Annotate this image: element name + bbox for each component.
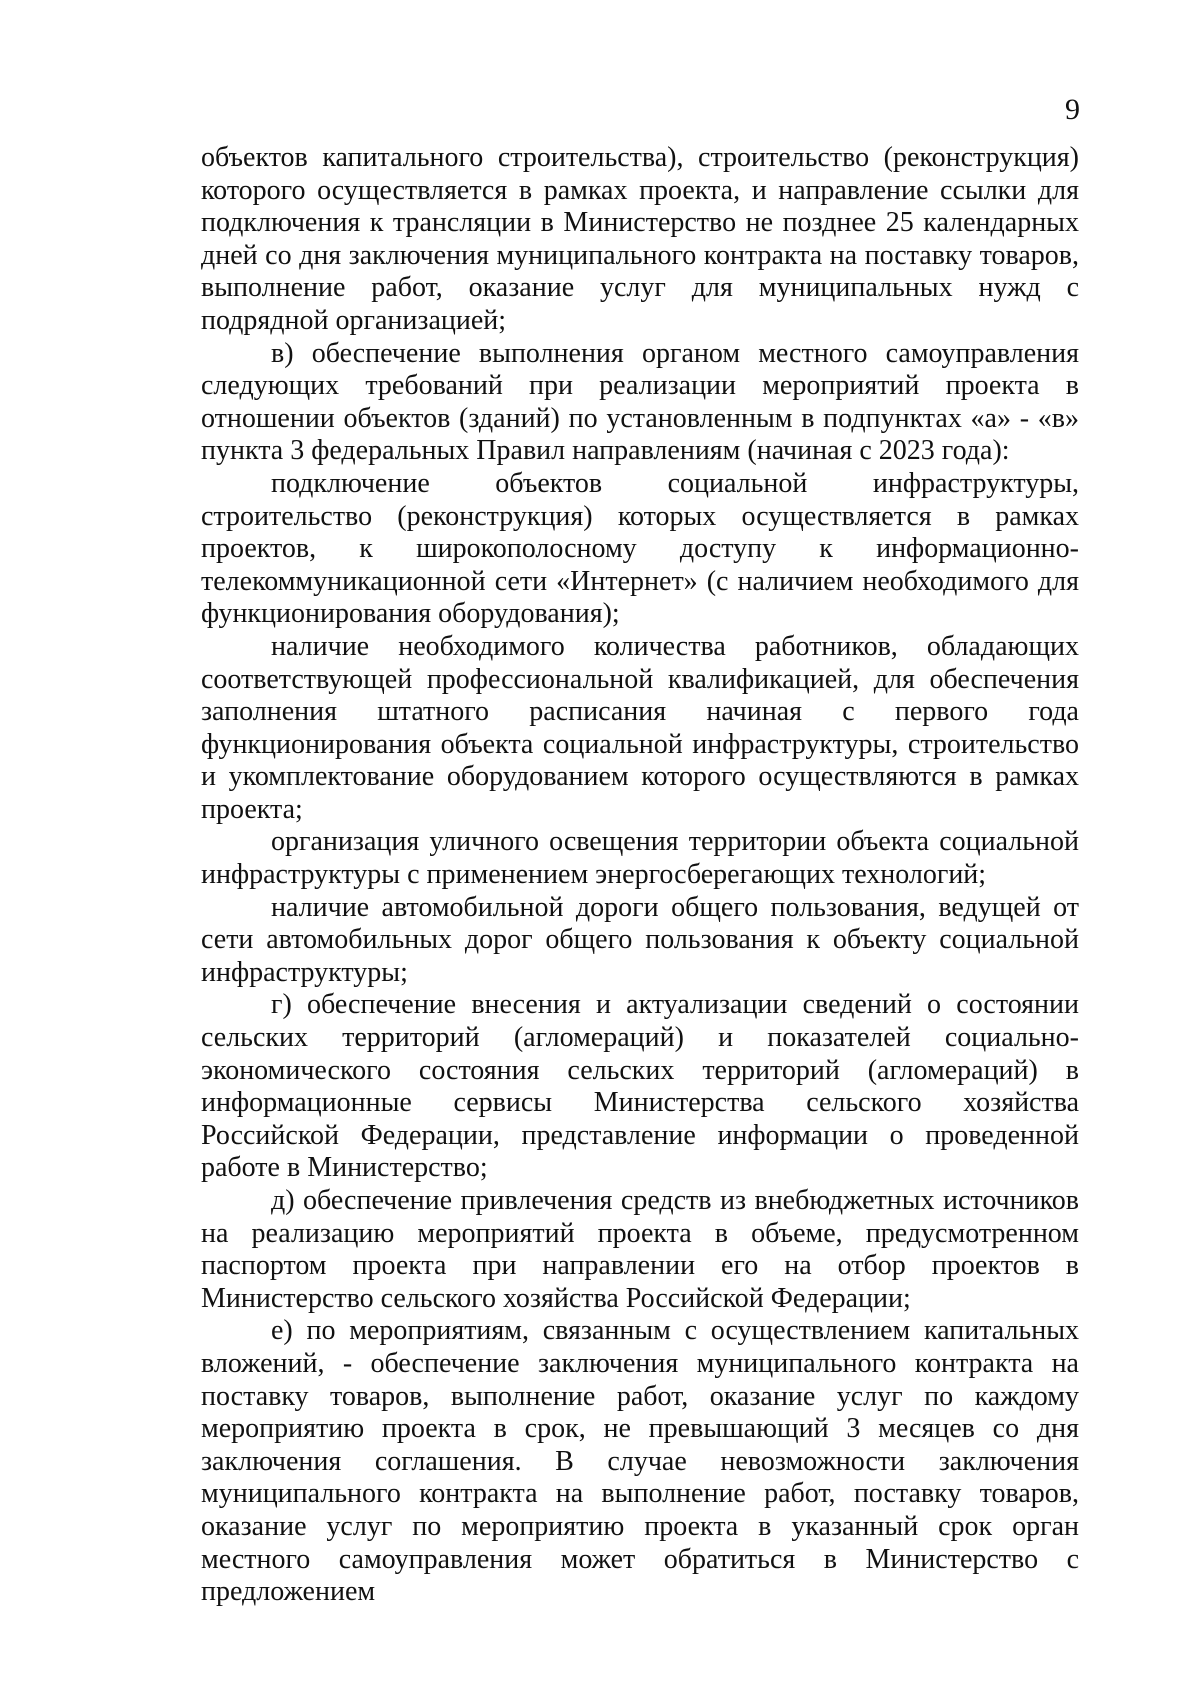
paragraph-item-g: г) обеспечение внесения и актуализации сведений о состоянии сельских территорий (агломераций) и показателей социально-экономического состояния сельских территорий (агломераций) в информационные сервисы Министерства сельского хозяйства Российской Федерации, представление информации о проведенной работе в Министерство;: [201, 989, 1079, 1184]
paragraph-broadband: подключение объектов социальной инфраструктуры, строительство (реконструкция) которых осуществляется в рамках проектов, к широкополосному доступу к информационно-телекоммуникационной сети «Интернет» (с наличием необходимого для функционирования оборудования);: [201, 467, 1079, 630]
document-body: [201, 142, 1079, 1609]
paragraph-item-d: д) обеспечение привлечения средств из внебюджетных источников на реализацию мероприятий проекта в объеме, предусмотренном паспортом проекта при направлении его на отбор проектов в Министерство сельского хозяйства Российской Федерации;: [201, 1185, 1079, 1314]
paragraph-lighting: организация уличного освещения территории объекта социальной инфраструктуры с применением энергосберегающих технологий;: [201, 826, 1079, 891]
paragraph-item-v: в) обеспечение выполнения органом местного самоуправления следующих требований при реализации мероприятий проекта в отношении объектов (зданий) по установленным в подпунктах «а» - «в» пункта 3 федеральных Правил направлениям (начиная с 2023 года):: [201, 337, 1079, 467]
paragraph-item-e: е) по мероприятиям, связанным с осуществлением капитальных вложений, - обеспечение заключения муниципального контракта на поставку товаров, выполнение работ, оказание услуг по каждому мероприятию проекта в срок, не превышающий 3 месяцев со дня заключения соглашения. В случае невозможности заключения муниципального контракта на выполнение работ, поставку товаров, оказание услуг по мероприятию проекта в указанный срок орган местного самоуправления может обратиться в Министерство с предложением: [201, 1315, 1079, 1608]
paragraph-road: наличие автомобильной дороги общего пользования, ведущей от сети автомобильных дорог общего пользования к объекту социальной инфраструктуры;: [201, 891, 1079, 988]
paragraph-staff: наличие необходимого количества работников, обладающих соответствующей профессиональной квалификацией, для обеспечения заполнения штатного расписания начиная с первого года функционирования объекта социальной инфраструктуры, строительство и укомплектование оборудованием которого осуществляются в рамках проекта;: [201, 630, 1079, 825]
page-number: 9: [1065, 93, 1080, 126]
paragraph-continuation: объектов капитального строительства), строительство (реконструкция) которого осуществляется в рамках проекта, и направление ссылки для подключения к трансляции в Министерство не позднее 25 календарных дней со дня заключения муниципального контракта на поставку товаров, выполнение работ, оказание услуг для муниципальных нужд с подрядной организацией;: [201, 142, 1079, 336]
